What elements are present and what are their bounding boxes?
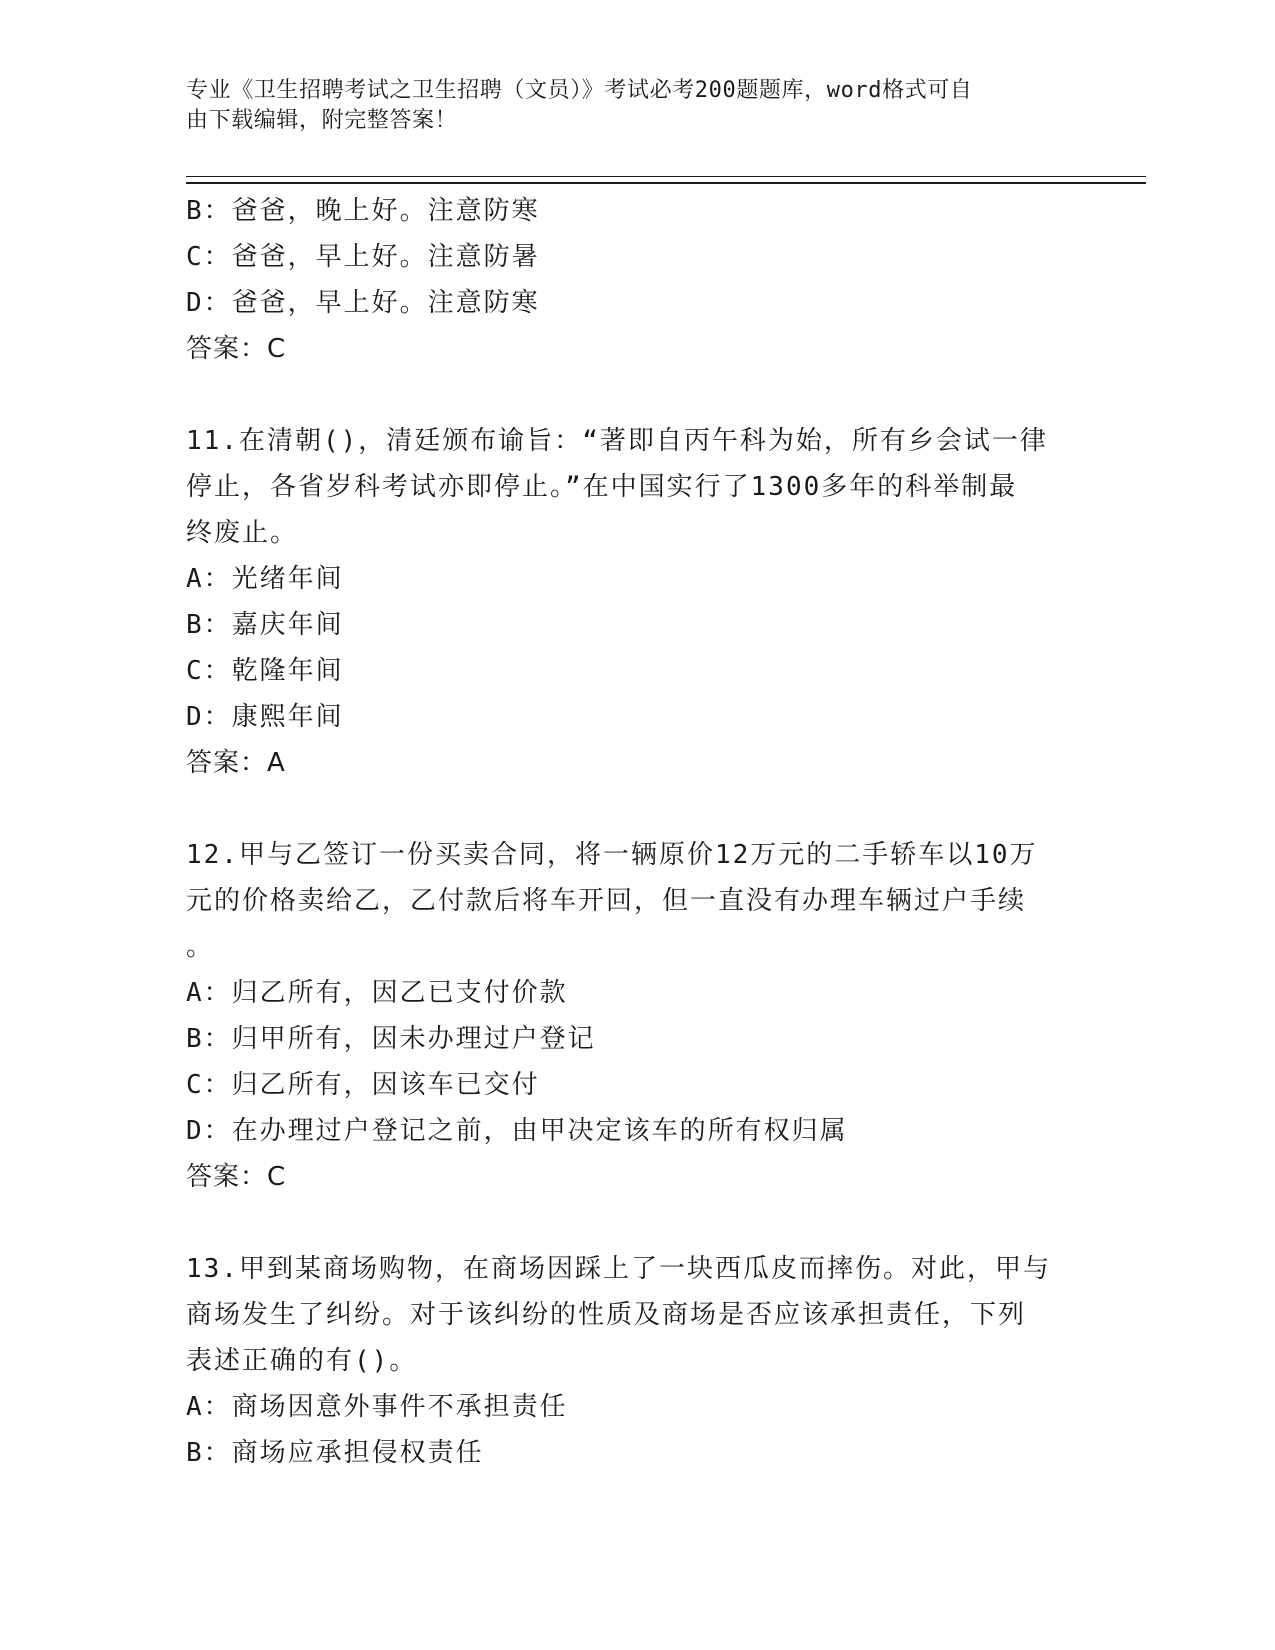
option-c: C：归乙所有，因该车已交付 bbox=[186, 1070, 540, 1100]
question-block-prev bbox=[186, 188, 1086, 372]
spacer bbox=[186, 1200, 1086, 1246]
option-b: B：归甲所有，因未办理过户登记 bbox=[186, 1024, 596, 1054]
question-block-13 bbox=[186, 1246, 1086, 1476]
answer-line: 答案：C bbox=[186, 1162, 287, 1192]
option-d: D：康熙年间 bbox=[186, 702, 344, 732]
option-b: B：嘉庆年间 bbox=[186, 610, 344, 640]
answer-line: 答案：A bbox=[186, 748, 286, 778]
option-d: D：在办理过户登记之前，由甲决定该车的所有权归属 bbox=[186, 1116, 848, 1146]
question-stem-line: 。 bbox=[186, 932, 215, 962]
spacer bbox=[186, 786, 1086, 832]
header-line-2: 由下载编辑，附完整答案！ bbox=[186, 108, 458, 133]
option-c: C：爸爸，早上好。注意防暑 bbox=[186, 242, 540, 272]
option-b: B：爸爸，晚上好。注意防寒 bbox=[186, 196, 540, 226]
option-d: D：爸爸，早上好。注意防寒 bbox=[186, 288, 540, 318]
header-divider-thin bbox=[186, 176, 1146, 177]
header-line-1: 专业《卫生招聘考试之卫生招聘（文员）》考试必考200题题库，word格式可自 bbox=[186, 78, 973, 103]
question-stem-line: 13.甲到某商场购物，在商场因踩上了一块西瓜皮而摔伤。对此，甲与 bbox=[186, 1254, 1051, 1284]
question-stem-line: 元的价格卖给乙，乙付款后将车开回，但一直没有办理车辆过户手续 bbox=[186, 886, 1027, 916]
answer-line: 答案：C bbox=[186, 334, 287, 364]
question-stem-line: 表述正确的有()。 bbox=[186, 1346, 418, 1376]
option-a: A：归乙所有，因乙已支付价款 bbox=[186, 978, 568, 1008]
document-header bbox=[186, 76, 1066, 136]
question-stem-line: 商场发生了纠纷。对于该纠纷的性质及商场是否应该承担责任，下列 bbox=[186, 1300, 1027, 1330]
question-stem-line: 终废止。 bbox=[186, 518, 299, 548]
option-a: A：商场因意外事件不承担责任 bbox=[186, 1392, 568, 1422]
header-divider-thick bbox=[186, 182, 1146, 184]
option-c: C：乾隆年间 bbox=[186, 656, 344, 686]
question-block-11 bbox=[186, 418, 1086, 786]
question-stem-line: 11.在清朝()，清廷颁布谕旨：“著即自丙午科为始，所有乡会试一律 bbox=[186, 426, 1048, 456]
question-stem-line: 12.甲与乙签订一份买卖合同，将一辆原价12万元的二手轿车以10万 bbox=[186, 840, 1038, 870]
option-b: B：商场应承担侵权责任 bbox=[186, 1438, 484, 1468]
document-body bbox=[186, 188, 1086, 1476]
question-stem-line: 停止，各省岁科考试亦即停止。”在中国实行了1300多年的科举制最 bbox=[186, 472, 1018, 502]
question-block-12 bbox=[186, 832, 1086, 1200]
spacer bbox=[186, 372, 1086, 418]
option-a: A：光绪年间 bbox=[186, 564, 344, 594]
